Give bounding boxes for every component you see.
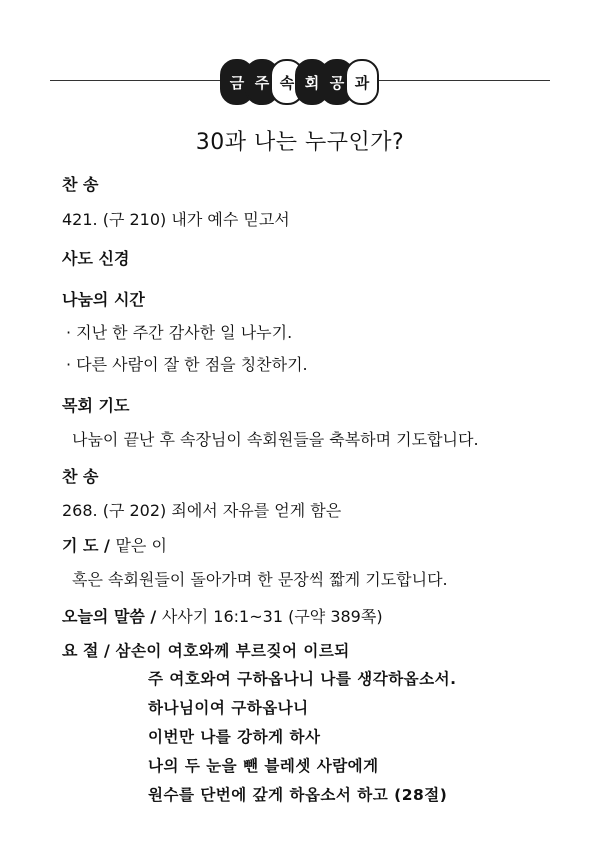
key-verse-line-5: 나의 두 눈을 뺀 블레셋 사람에게 (148, 757, 379, 775)
pastoral-heading: 목회 기도 (62, 396, 130, 415)
header-pill-3: 속 (270, 59, 304, 105)
prayer-heading: 기 도 (62, 536, 99, 555)
prayer-who: 맡은 이 (115, 536, 167, 555)
hymn1-heading: 찬 송 (62, 175, 99, 194)
header-pill-1: 금 (220, 59, 254, 105)
hymn2-text: 268. (구 202) 죄에서 자유를 얻게 함은 (62, 501, 342, 520)
word-reference: 사사기 16:1~31 (구약 389쪽) (161, 607, 383, 626)
hymn1-text: 421. (구 210) 내가 예수 믿고서 (62, 210, 290, 229)
word-separator: / (144, 607, 162, 626)
creed-heading: 사도 신경 (62, 249, 130, 268)
header-pill-6: 과 (345, 59, 379, 105)
header-pill-4: 회 (295, 59, 329, 105)
key-verse-line-1: 삼손이 여호와께 부르짖어 이르되 (115, 642, 350, 660)
word-heading: 오늘의 말씀 (62, 607, 145, 626)
lesson-title: 30과 나는 누구인가? (195, 130, 405, 155)
key-verse-heading: 요 절 (62, 641, 99, 660)
header-pill-2: 주 (245, 59, 279, 105)
sharing-item-2: · 다른 사람이 잘 한 점을 칭찬하기. (66, 355, 308, 374)
header-badge (220, 57, 378, 103)
hymn2-heading: 찬 송 (62, 467, 99, 486)
pastoral-text: 나눔이 끝난 후 속장님이 속회원들을 축복하며 기도합니다. (72, 430, 479, 449)
key-verse-line-3: 하나님이여 구하옵나니 (148, 699, 309, 717)
prayer-separator: / (98, 536, 116, 555)
prayer-text: 혹은 속회원들이 돌아가며 한 문장씩 짧게 기도합니다. (72, 570, 448, 589)
word-line (62, 604, 383, 627)
key-verse-line-6: 원수를 단번에 갚게 하옵소서 하고 (28절) (148, 786, 448, 804)
prayer-line (62, 533, 167, 556)
header-pill-5: 공 (320, 59, 354, 105)
key-verse-line-2: 주 여호와여 구하옵나니 나를 생각하옵소서. (148, 670, 457, 688)
key-verse-line-4: 이번만 나를 강하게 하사 (148, 728, 321, 746)
key-verse-line (62, 638, 350, 661)
key-verse-separator: / (98, 641, 116, 660)
sharing-heading: 나눔의 시간 (62, 290, 145, 309)
lesson-header (50, 55, 550, 105)
sharing-item-1: · 지난 한 주간 감사한 일 나누기. (66, 323, 293, 342)
